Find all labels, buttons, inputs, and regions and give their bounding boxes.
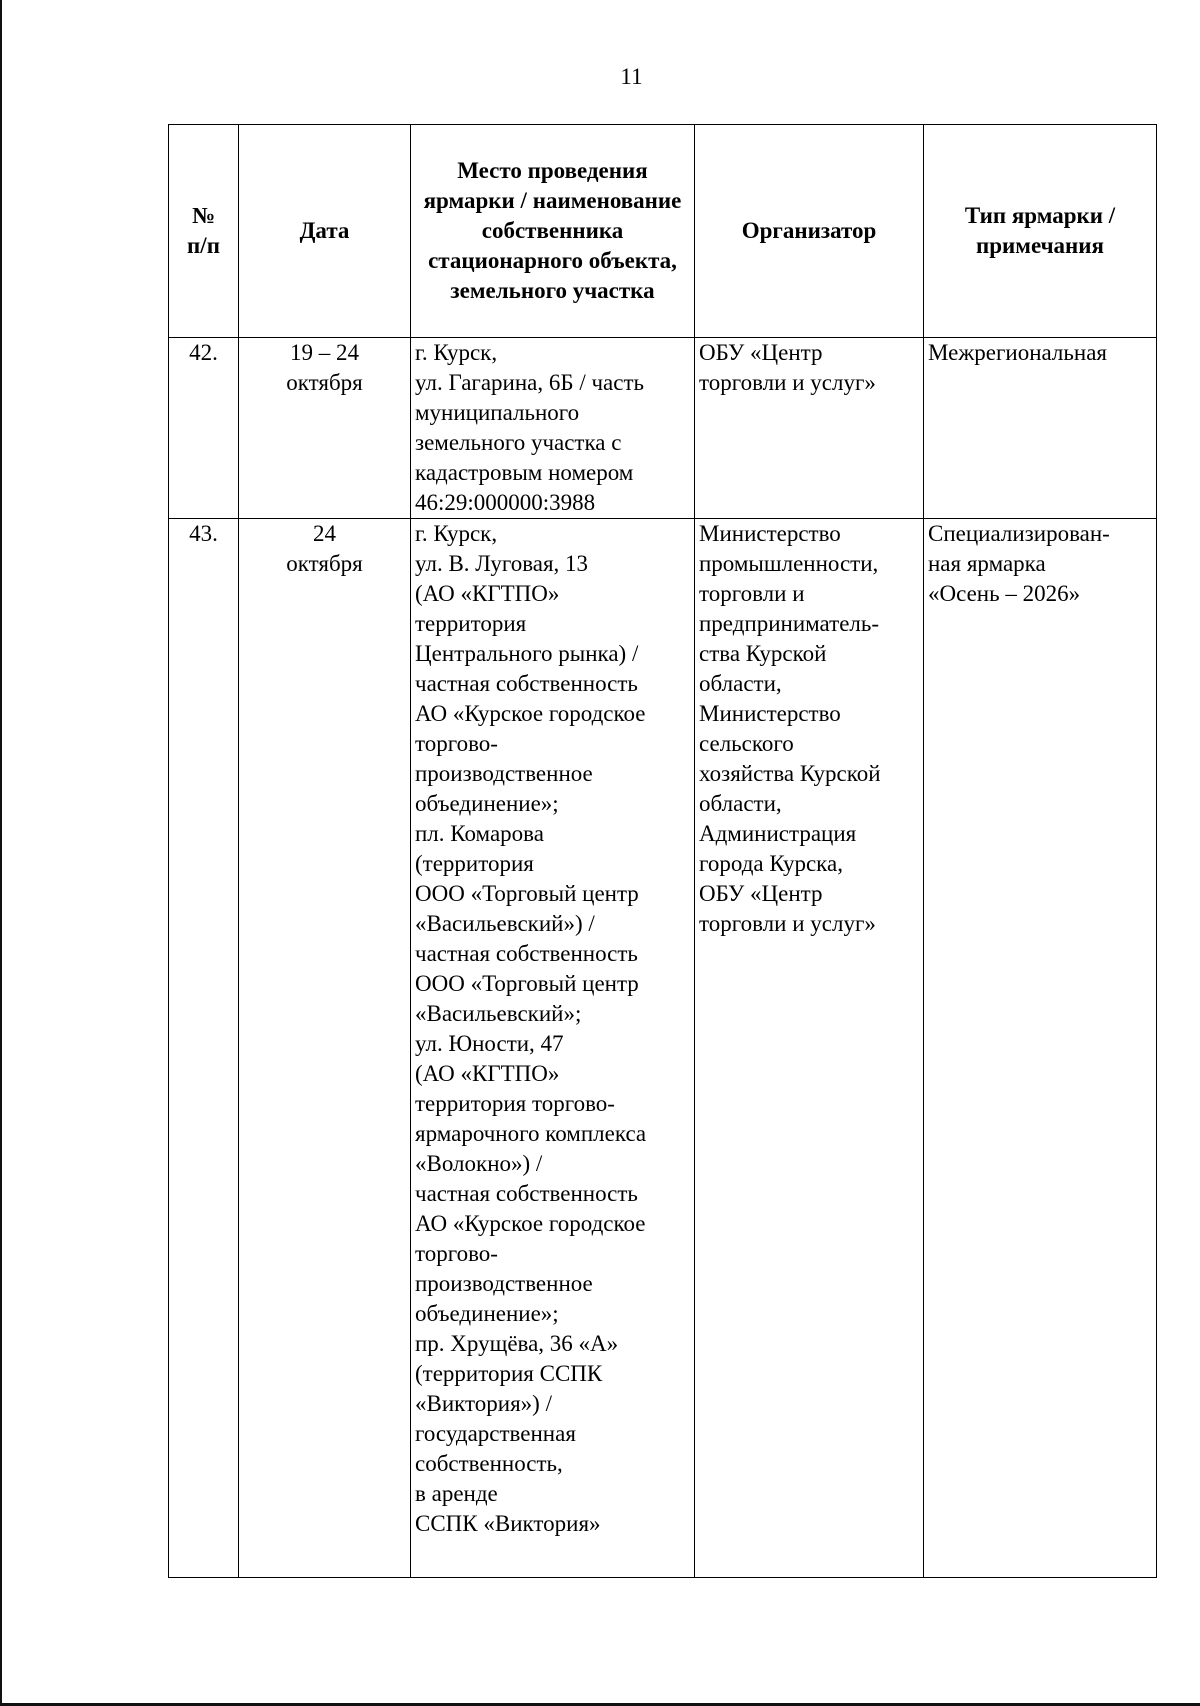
row-organizer: Министерство промышленности, торговли и предприниматель- ства Курской области, Министерство сельского хозяйства Курской области, Администрация города Курска, ОБУ «Центр торговли и услуг» — [695, 519, 924, 1578]
row-number: 43. — [169, 519, 239, 1578]
header-date: Дата — [239, 125, 411, 338]
header-organizer: Организатор — [695, 125, 924, 338]
row-place: г. Курск, ул. Гагарина, 6Б / часть муниципального земельного участка с кадастровым номером 46:29:000000:3988 — [411, 338, 695, 519]
fairs-table — [168, 124, 1157, 1578]
row-organizer: ОБУ «Центр торговли и услуг» — [695, 338, 924, 519]
row-number: 42. — [169, 338, 239, 519]
row-type: Специализирован- ная ярмарка «Осень – 2026» — [924, 519, 1157, 1578]
header-number: № п/п — [169, 125, 239, 338]
table-row — [169, 519, 1157, 1578]
row-type: Межрегиональная — [924, 338, 1157, 519]
scan-edge-left — [0, 0, 2, 1706]
table-header-row — [169, 125, 1157, 338]
row-date: 24 октября — [239, 519, 411, 1578]
header-type: Тип ярмарки / примечания — [924, 125, 1157, 338]
row-place: г. Курск, ул. В. Луговая, 13 (АО «КГТПО» территория Центрального рынка) / частная собственность АО «Курское городское торгово- производственное объединение»; пл. Комарова (территория ООО «Торговый центр «Васильевский») / частная собственность ООО «Торговый центр «Васильевский»; ул. Юности, 47 (АО «КГТПО» территория торгово- ярмарочного комплекса «Волокно») / частная собственность АО «Курское городское торгово- производственное объединение»; пр. Хрущёва, 36 «А» (территория ССПК «Виктория») / государственная собственность, в аренде ССПК «Виктория» — [411, 519, 695, 1578]
header-place: Место проведения ярмарки / наименование собственника стационарного объекта, земельного участка — [411, 125, 695, 338]
row-date: 19 – 24 октября — [239, 338, 411, 519]
page-number: 11 — [620, 64, 643, 89]
table-row — [169, 338, 1157, 519]
